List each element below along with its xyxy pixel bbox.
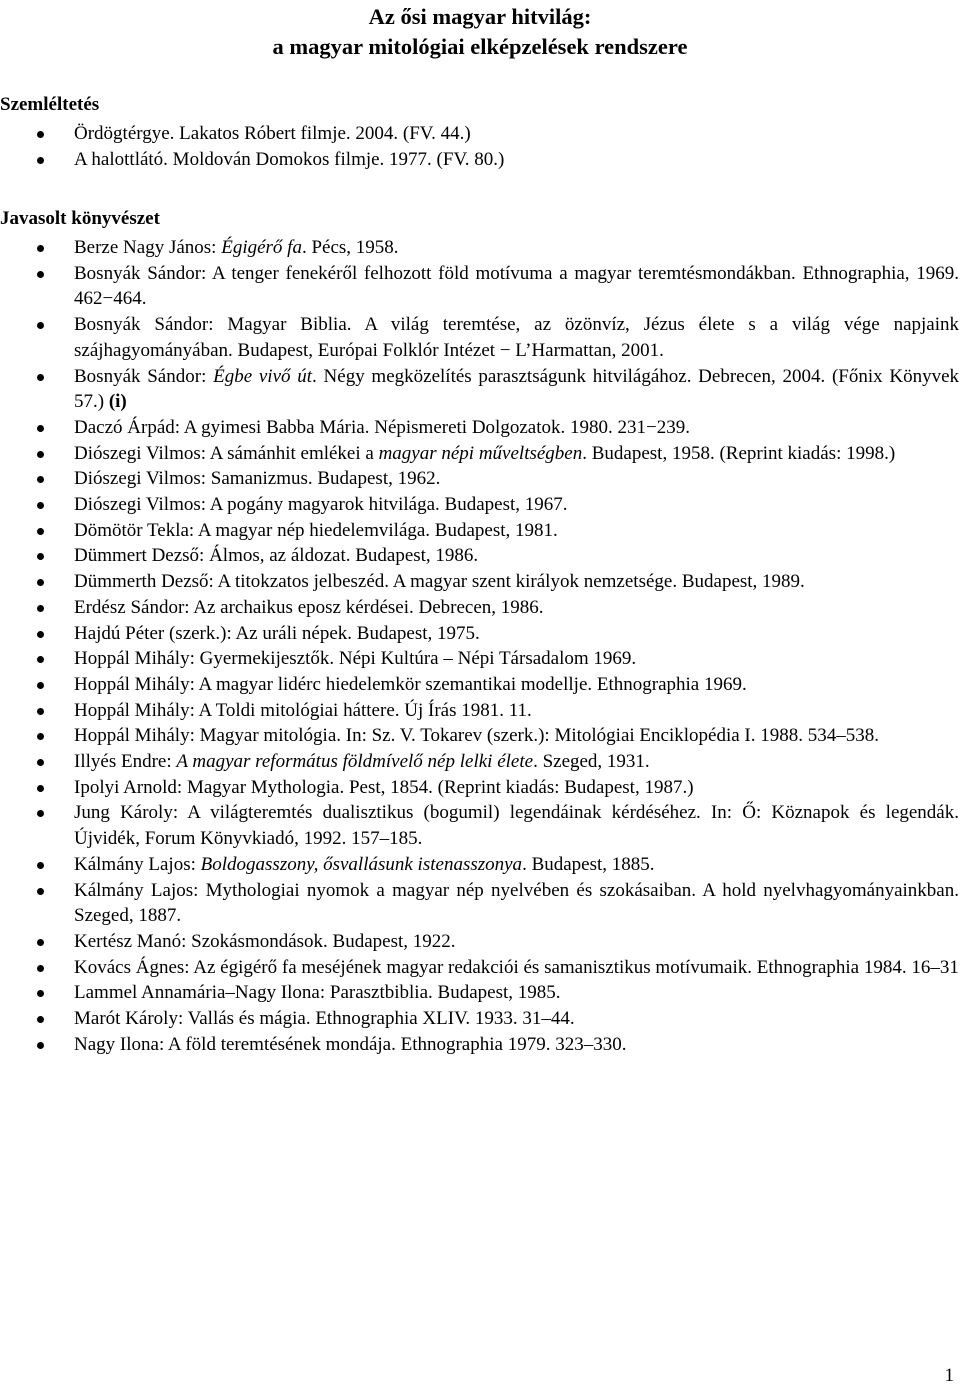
bullet-icon bbox=[37, 759, 44, 766]
bullet-icon bbox=[37, 708, 44, 715]
entry-text: Hajdú Péter (szerk.): Az uráli népek. Budapest, 1975. bbox=[74, 622, 480, 644]
title-line-1: Az ősi magyar hitvilág: bbox=[368, 4, 592, 29]
list-item bbox=[0, 121, 960, 147]
bibliography-entry bbox=[0, 955, 960, 981]
section-heading-bibliography: Javasolt könyvészet bbox=[0, 208, 160, 229]
title-line-2: a magyar mitológiai elképzelések rendszere bbox=[272, 34, 688, 59]
bibliography-entry bbox=[0, 929, 960, 955]
entry-text: Diószegi Vilmos: A sámánhit emlékei a bbox=[74, 442, 379, 464]
bibliography-entry bbox=[0, 980, 960, 1006]
bullet-icon bbox=[37, 322, 44, 329]
bibliography-entry bbox=[0, 646, 960, 672]
entry-text: Hoppál Mihály: A Toldi mitológiai háttere. Új Írás 1981. 11. bbox=[74, 699, 532, 721]
entry-text: Dömötör Tekla: A magyar nép hiedelemvilága. Budapest, 1981. bbox=[74, 519, 558, 541]
bibliography-entry bbox=[0, 261, 960, 312]
bullet-icon bbox=[37, 374, 44, 381]
bullet-icon bbox=[37, 245, 44, 252]
bullet-icon bbox=[37, 605, 44, 612]
bullet-icon bbox=[37, 862, 44, 869]
bibliography-entry bbox=[0, 466, 960, 492]
entry-text: Dümmert Dezső: Álmos, az áldozat. Budapest, 1986. bbox=[74, 545, 479, 567]
entry-marker: (i) bbox=[108, 391, 127, 413]
entry-text: Berze Nagy János: bbox=[74, 237, 222, 258]
entry-text: Ipolyi Arnold: Magyar Mythologia. Pest, 1854. (Reprint kiadás: Budapest, 1987.) bbox=[74, 776, 694, 798]
entry-text: Erdész Sándor: Az archaikus eposz kérdései. Debrecen, 1986. bbox=[74, 596, 544, 618]
entry-text: Marót Károly: Vallás és mágia. Ethnographia XLIV. 1933. 31–44. bbox=[74, 1008, 575, 1030]
entry-text: Hoppál Mihály: A magyar lidérc hiedelemkör szemantikai modellje. Ethnographia 1969. bbox=[74, 673, 747, 695]
bibliography-entry bbox=[0, 1032, 960, 1058]
bullet-icon bbox=[37, 785, 44, 792]
bibliography-entry bbox=[0, 492, 960, 518]
bullet-icon bbox=[37, 451, 44, 458]
bullet-icon bbox=[37, 157, 44, 164]
bullet-icon bbox=[37, 939, 44, 946]
bibliography-list bbox=[0, 235, 960, 1058]
entry-title-italic: Boldogasszony, ősvallásunk istenasszonya bbox=[200, 853, 523, 875]
bullet-icon bbox=[37, 502, 44, 509]
entry-text: Dümmerth Dezső: A titokzatos jelbeszéd. A magyar szent királyok nemzetsége. Budapest, 1989. bbox=[74, 571, 805, 593]
entry-text-continued: . Pécs, 1958. bbox=[301, 237, 399, 258]
bullet-icon bbox=[37, 131, 44, 138]
entry-text: Bosnyák Sándor: bbox=[74, 365, 214, 387]
section-heading-illustration: Szemléltetés bbox=[0, 94, 100, 115]
bibliography-entry bbox=[0, 595, 960, 621]
bullet-icon bbox=[37, 990, 44, 997]
entry-text: Bosnyák Sándor: Magyar Biblia. A világ teremtése, az özönvíz, Jézus élete s a világ vége napjaink szájhagyományában. Budapest, Európai Folklór Intézet − L’Harmattan, 2001. bbox=[74, 314, 959, 361]
entry-text-continued: . Budapest, 1885. bbox=[522, 853, 655, 875]
bullet-icon bbox=[37, 888, 44, 895]
entry-text: Jung Károly: A világteremtés dualisztikus (bogumil) legendáinak kérdéséhez. In: Ő: Köznapok és legendák. Újvidék, Forum Könyvkiadó, 1992. 157–185. bbox=[74, 802, 959, 850]
bibliography-entry bbox=[0, 415, 960, 441]
item-text: Ördögtérgye. Lakatos Róbert filmje. 2004. (FV. 44.) bbox=[74, 123, 471, 144]
list-item bbox=[0, 147, 960, 173]
entry-text: Bosnyák Sándor: A tenger fenekéről felhozott föld motívuma a magyar teremtésmondákban. Ethnographia, 1969. 462−464. bbox=[74, 262, 959, 310]
entry-text-continued: . Szeged, 1931. bbox=[533, 751, 650, 773]
bibliography-entry bbox=[0, 621, 960, 647]
bullet-icon bbox=[37, 631, 44, 638]
document-title bbox=[0, 2, 960, 62]
page-number: 1 bbox=[944, 1365, 954, 1386]
bullet-icon bbox=[37, 965, 44, 972]
bibliography-entry bbox=[0, 698, 960, 724]
entry-text: Daczó Árpád: A gyimesi Babba Mária. Népismereti Dolgozatok. 1980. 231−239. bbox=[74, 416, 690, 438]
entry-text: Nagy Ilona: A föld teremtésének mondája. Ethnographia 1979. 323–330. bbox=[74, 1033, 627, 1055]
bullet-icon bbox=[37, 810, 44, 817]
entry-text: Hoppál Mihály: Gyermekijesztők. Népi Kultúra – Népi Társadalom 1969. bbox=[74, 648, 637, 670]
bullet-icon bbox=[37, 682, 44, 689]
entry-title-italic: Égigérő fa bbox=[221, 237, 302, 258]
bibliography-entry bbox=[0, 723, 960, 749]
entry-text: Diószegi Vilmos: Samanizmus. Budapest, 1962. bbox=[74, 468, 441, 490]
bibliography-entry bbox=[0, 1006, 960, 1032]
bibliography-entry bbox=[0, 312, 960, 363]
bibliography-entry bbox=[0, 800, 960, 851]
bibliography-entry bbox=[0, 543, 960, 569]
bullet-icon bbox=[37, 733, 44, 740]
item-text: A halottlátó. Moldován Domokos filmje. 1977. (FV. 80.) bbox=[74, 148, 505, 170]
entry-text: Kovács Ágnes: Az égigérő fa meséjének magyar redakciói és samanisztikus motívumaik. Ethnographia 1984. 16–31 bbox=[74, 956, 959, 978]
bibliography-entry bbox=[0, 364, 960, 415]
bullet-icon bbox=[37, 476, 44, 483]
entry-title-italic: magyar népi műveltségben bbox=[378, 442, 583, 464]
bibliography-entry bbox=[0, 441, 960, 467]
bibliography-entry bbox=[0, 672, 960, 698]
entry-text: Diószegi Vilmos: A pogány magyarok hitvilága. Budapest, 1967. bbox=[74, 494, 568, 516]
bibliography-entry bbox=[0, 235, 960, 261]
bibliography-entry bbox=[0, 878, 960, 929]
entry-text: Kertész Manó: Szokásmondások. Budapest, 1922. bbox=[74, 930, 456, 952]
entry-text-continued: . Budapest, 1958. (Reprint kiadás: 1998.) bbox=[582, 442, 896, 464]
bullet-icon bbox=[37, 579, 44, 586]
entry-title-italic: Égbe vivő út bbox=[213, 365, 313, 387]
entry-text: Kálmány Lajos: Mythologiai nyomok a magyar nép nyelvében és szokásaiban. A hold nyelvhagyományainkban. Szeged, 1887. bbox=[74, 879, 959, 927]
bullet-icon bbox=[37, 271, 44, 278]
bibliography-entry bbox=[0, 569, 960, 595]
bibliography-entry bbox=[0, 749, 960, 775]
entry-title-italic: A magyar református földmívelő nép lelki élete bbox=[176, 751, 534, 773]
bibliography-entry bbox=[0, 852, 960, 878]
entry-text: Hoppál Mihály: Magyar mitológia. In: Sz. V. Tokarev (szerk.): Mitológiai Enciklopédia I. 1988. 534–538. bbox=[74, 725, 879, 747]
entry-text-continued: . Négy megközelítés parasztságunk hitvilágához. Debrecen, 2004. (Főnix Könyvek 57.) bbox=[74, 365, 960, 413]
illustration-list bbox=[0, 121, 960, 172]
bullet-icon bbox=[37, 1042, 44, 1049]
bullet-icon bbox=[37, 553, 44, 560]
bibliography-entry bbox=[0, 518, 960, 544]
bullet-icon bbox=[37, 1016, 44, 1023]
bullet-icon bbox=[37, 656, 44, 663]
bullet-icon bbox=[37, 528, 44, 535]
entry-text: Illyés Endre: bbox=[74, 751, 177, 773]
bullet-icon bbox=[37, 425, 44, 432]
entry-text: Lammel Annamária–Nagy Ilona: Parasztbiblia. Budapest, 1985. bbox=[74, 982, 561, 1004]
entry-text: Kálmány Lajos: bbox=[74, 853, 201, 875]
bibliography-entry bbox=[0, 775, 960, 801]
